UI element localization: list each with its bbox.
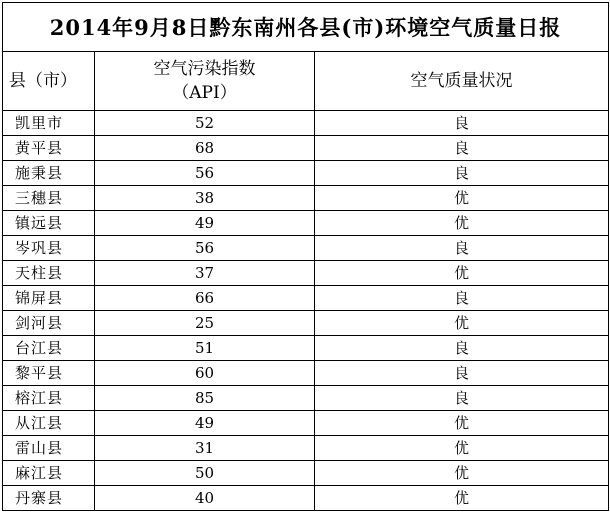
header-status: 空气质量状况 — [315, 52, 609, 111]
table-row — [3, 336, 609, 361]
table-row — [3, 136, 609, 161]
table-row — [3, 436, 609, 461]
table-body — [3, 111, 609, 511]
table-row — [3, 161, 609, 186]
air-quality-table — [2, 2, 609, 511]
status-cell: 良 — [315, 161, 609, 186]
table-row — [3, 411, 609, 436]
header-api-line1: 空气污染指数 — [153, 59, 256, 79]
status-cell: 优 — [315, 311, 609, 336]
table-row — [3, 211, 609, 236]
api-cell: 68 — [95, 136, 315, 161]
table-row — [3, 386, 609, 411]
api-cell: 37 — [95, 261, 315, 286]
county-cell: 天柱县 — [3, 261, 95, 286]
status-cell: 优 — [315, 436, 609, 461]
county-cell: 台江县 — [3, 336, 95, 361]
status-cell: 良 — [315, 111, 609, 136]
county-cell: 黎平县 — [3, 361, 95, 386]
api-cell: 50 — [95, 461, 315, 486]
api-cell: 66 — [95, 286, 315, 311]
table-row — [3, 361, 609, 386]
county-cell: 凯里市 — [3, 111, 95, 136]
table-row — [3, 311, 609, 336]
county-cell: 黄平县 — [3, 136, 95, 161]
api-cell: 52 — [95, 111, 315, 136]
county-cell: 雷山县 — [3, 436, 95, 461]
header-row — [3, 52, 609, 111]
api-cell: 40 — [95, 486, 315, 511]
header-api — [95, 52, 315, 111]
table-row — [3, 111, 609, 136]
county-cell: 从江县 — [3, 411, 95, 436]
table-row — [3, 461, 609, 486]
header-county: 县（市） — [3, 52, 95, 111]
county-cell: 三穗县 — [3, 186, 95, 211]
county-cell: 麻江县 — [3, 461, 95, 486]
table-row — [3, 186, 609, 211]
title-row — [3, 3, 609, 52]
table-row — [3, 486, 609, 511]
api-cell: 49 — [95, 411, 315, 436]
county-cell: 岑巩县 — [3, 236, 95, 261]
county-cell: 镇远县 — [3, 211, 95, 236]
status-cell: 良 — [315, 336, 609, 361]
status-cell: 优 — [315, 461, 609, 486]
api-cell: 25 — [95, 311, 315, 336]
report-title: 2014年9月8日黔东南州各县(市)环境空气质量日报 — [3, 3, 609, 52]
api-cell: 56 — [95, 236, 315, 261]
api-cell: 38 — [95, 186, 315, 211]
table-row — [3, 261, 609, 286]
table-row — [3, 236, 609, 261]
status-cell: 优 — [315, 261, 609, 286]
api-cell: 56 — [95, 161, 315, 186]
status-cell: 良 — [315, 286, 609, 311]
status-cell: 良 — [315, 136, 609, 161]
api-cell: 31 — [95, 436, 315, 461]
status-cell: 优 — [315, 411, 609, 436]
table-row — [3, 286, 609, 311]
status-cell: 优 — [315, 186, 609, 211]
status-cell: 优 — [315, 486, 609, 511]
county-cell: 剑河县 — [3, 311, 95, 336]
county-cell: 丹寨县 — [3, 486, 95, 511]
header-api-line2: （API） — [172, 83, 237, 103]
api-cell: 60 — [95, 361, 315, 386]
status-cell: 良 — [315, 236, 609, 261]
api-cell: 85 — [95, 386, 315, 411]
county-cell: 榕江县 — [3, 386, 95, 411]
county-cell: 锦屏县 — [3, 286, 95, 311]
county-cell: 施秉县 — [3, 161, 95, 186]
status-cell: 良 — [315, 361, 609, 386]
api-cell: 51 — [95, 336, 315, 361]
status-cell: 良 — [315, 386, 609, 411]
status-cell: 优 — [315, 211, 609, 236]
api-cell: 49 — [95, 211, 315, 236]
